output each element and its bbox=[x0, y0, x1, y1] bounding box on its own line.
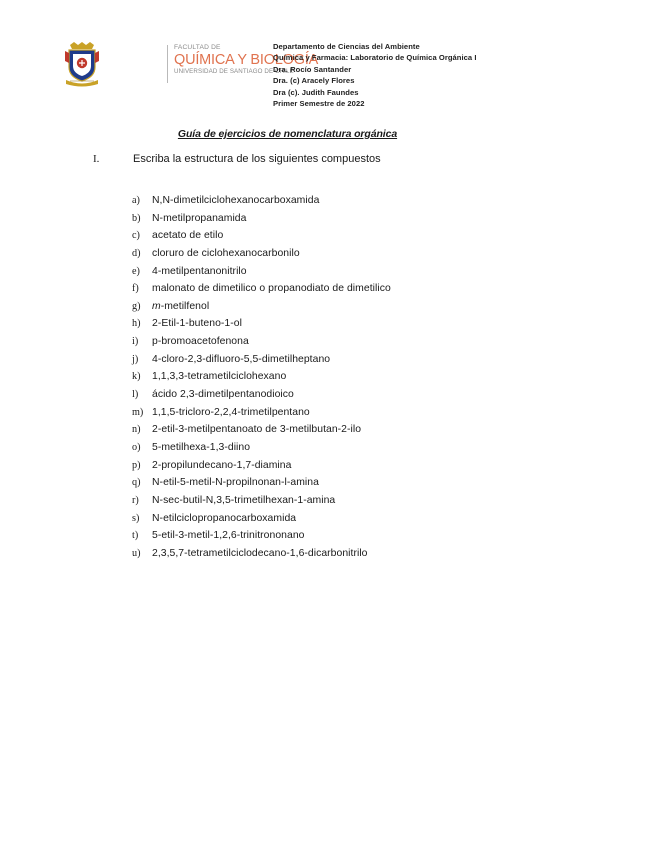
exercise-text: 2-propilundecano-1,7-diamina bbox=[152, 459, 292, 471]
department-line: Dra. Rocío Santander bbox=[273, 64, 352, 74]
exercise-text: 2-etil-3-metilpentanoato de 3-metilbutan-2-ilo bbox=[152, 424, 362, 436]
exercise-text: N-etil-5-metil-N-propilnonan-l-amina bbox=[152, 477, 319, 489]
exercise-letter: k) bbox=[132, 371, 141, 383]
exercise-item bbox=[132, 212, 391, 230]
exercise-item bbox=[132, 265, 391, 283]
exercise-letter: q) bbox=[132, 477, 141, 489]
exercise-item bbox=[132, 529, 391, 547]
exercise-text: 5-metilhexa-1,3-diino bbox=[152, 441, 251, 453]
exercise-letter: t) bbox=[132, 530, 139, 542]
department-info bbox=[273, 41, 477, 109]
exercise-text: 2,3,5,7-tetrametilciclodecano-1,6-dicarbonitrilo bbox=[152, 547, 368, 559]
exercise-text: N-sec-butil-N,3,5-trimetilhexan-1-amina bbox=[152, 494, 336, 506]
exercise-letter: i) bbox=[132, 336, 139, 348]
exercise-item bbox=[132, 494, 391, 512]
exercise-text: N-etilciclopropanocarboxamida bbox=[152, 512, 297, 524]
exercise-item bbox=[132, 388, 391, 406]
exercise-item bbox=[132, 547, 391, 565]
exercise-text: cloruro de ciclohexanocarbonilo bbox=[152, 247, 300, 259]
exercise-text: p-bromoacetofenona bbox=[152, 336, 249, 348]
exercise-item bbox=[132, 317, 391, 335]
exercise-item bbox=[132, 353, 391, 371]
university-crest-icon bbox=[64, 41, 100, 87]
exercise-letter: j) bbox=[132, 353, 139, 365]
exercise-text: 1,1,5-tricloro-2,2,4-trimetilpentano bbox=[152, 406, 310, 418]
exercise-item bbox=[132, 229, 391, 247]
exercise-item bbox=[132, 423, 391, 441]
exercise-item bbox=[132, 194, 391, 212]
logo-university: UNIVERSIDAD DE SANTIAGO DE CHILE bbox=[174, 68, 294, 75]
exercise-text: 4-metilpentanonitrilo bbox=[152, 265, 247, 277]
exercise-letter: f) bbox=[132, 283, 139, 295]
exercise-item bbox=[132, 300, 391, 318]
exercise-letter: b) bbox=[132, 212, 141, 224]
exercise-item bbox=[132, 247, 391, 265]
exercise-text: 4-cloro-2,3-difluoro-5,5-dimetilheptano bbox=[152, 353, 331, 365]
exercise-text: 5-etil-3-metil-1,2,6-trinitrononano bbox=[152, 530, 305, 542]
exercise-text: acetato de etilo bbox=[152, 230, 224, 242]
exercise-letter: h) bbox=[132, 318, 141, 330]
section-number: I. bbox=[93, 153, 100, 165]
exercise-letter: n) bbox=[132, 424, 141, 436]
exercise-letter: a) bbox=[132, 195, 140, 206]
exercise-letter: l) bbox=[132, 389, 139, 401]
exercise-letter: s) bbox=[132, 512, 140, 524]
logo-faculty-name: QUÍMICA Y BIOLOGÍA bbox=[174, 52, 319, 68]
exercise-letter: e) bbox=[132, 265, 140, 277]
department-line: Dra (c). Judith Faundes bbox=[273, 87, 359, 97]
department-line: Departamento de Ciencias del Ambiente bbox=[273, 42, 420, 51]
department-line: Primer Semestre de 2022 bbox=[273, 99, 365, 109]
exercise-text: N,N-dimetilciclohexanocarboxamida bbox=[152, 195, 320, 206]
exercise-letter: r) bbox=[132, 494, 139, 506]
exercise-text: ácido 2,3-dimetilpentanodioico bbox=[152, 389, 294, 401]
exercise-item bbox=[132, 282, 391, 300]
logo-faculty-line: FACULTAD DE bbox=[174, 44, 221, 51]
exercise-letter: p) bbox=[132, 459, 141, 471]
exercise-italic-prefix: m bbox=[152, 300, 161, 312]
exercise-text: N-metilpropanamida bbox=[152, 212, 247, 224]
exercise-item bbox=[132, 441, 391, 459]
exercise-text: 2-Etil-1-buteno-1-ol bbox=[152, 318, 242, 330]
exercise-letter: o) bbox=[132, 441, 141, 453]
exercise-item bbox=[132, 476, 391, 494]
exercise-text: 1,1,3,3-tetrametilciclohexano bbox=[152, 371, 287, 383]
exercise-text: malonato de dimetilico o propanodiato de dimetilico bbox=[152, 283, 391, 295]
exercise-item bbox=[132, 406, 391, 424]
department-line: Dra. (c) Aracely Flores bbox=[273, 76, 355, 86]
exercise-item bbox=[132, 370, 391, 388]
exercise-letter: m) bbox=[132, 406, 144, 418]
exercise-text-rest: -metilfenol bbox=[160, 300, 210, 312]
document-title: Guía de ejercicios de nomenclatura orgánica bbox=[177, 128, 398, 140]
exercise-item bbox=[132, 459, 391, 477]
section-instruction: Escriba la estructura de los siguientes compuestos bbox=[133, 153, 381, 165]
exercise-letter: g) bbox=[132, 300, 141, 312]
department-line: Química y Farmacia: Laboratorio de Química Orgánica I bbox=[273, 53, 477, 63]
exercise-letter: c) bbox=[132, 230, 140, 242]
exercise-letter: d) bbox=[132, 247, 141, 259]
exercise-item bbox=[132, 512, 391, 530]
exercise-list bbox=[132, 194, 391, 564]
exercise-item bbox=[132, 335, 391, 353]
exercise-letter: u) bbox=[132, 547, 141, 559]
exercise-text bbox=[152, 301, 209, 312]
